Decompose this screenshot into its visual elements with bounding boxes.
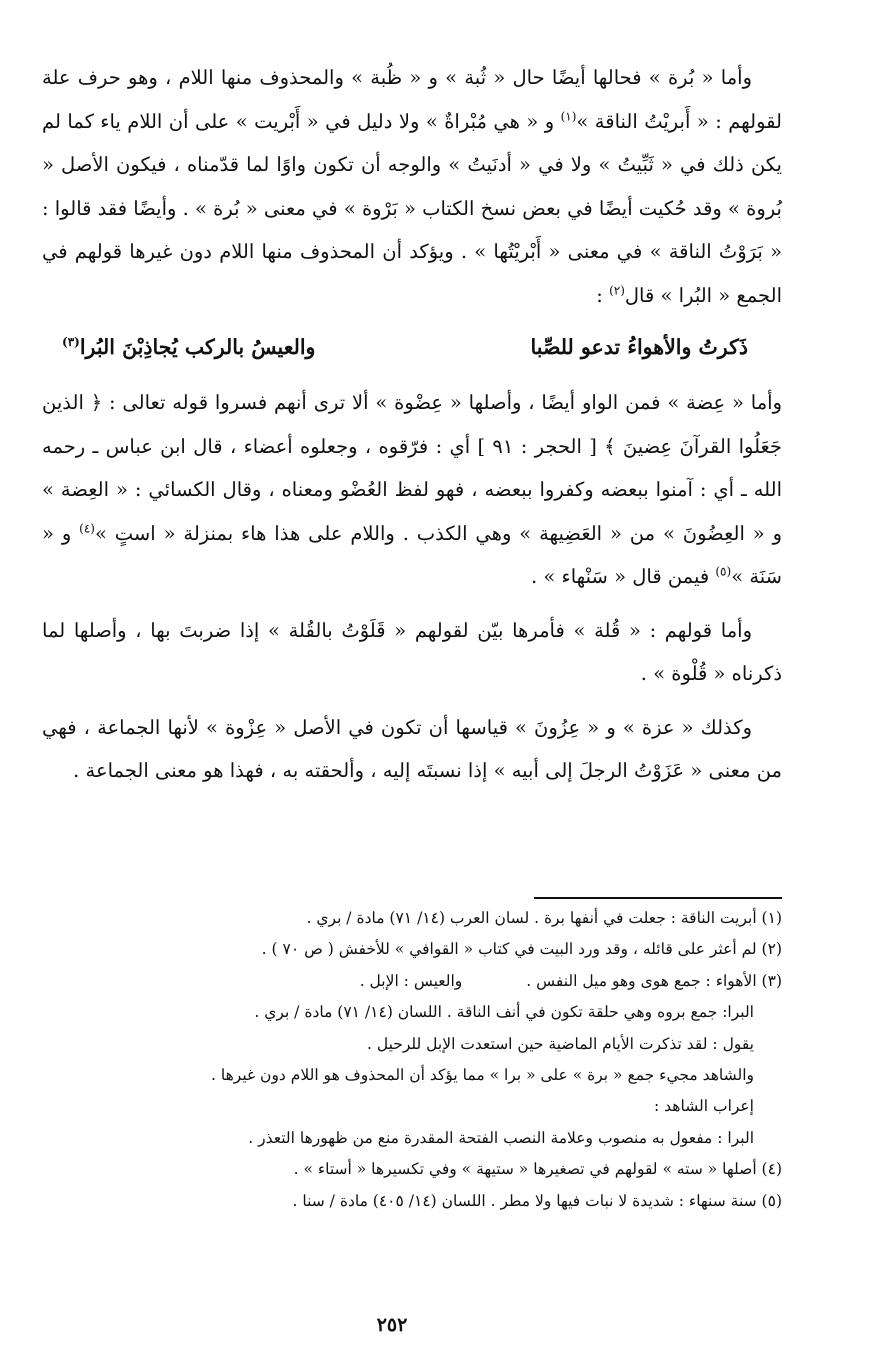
text-segment: فيمن قال « سَنْهاء » . (531, 565, 716, 588)
footnote-text: (٣) الأهواء : جمع هوى وهو ميل النفس . (526, 971, 782, 990)
footnote-text: إعراب الشاهد : (654, 1097, 754, 1116)
text-segment: وكذلك « عزة » و « عِزُونَ » قياسها أن تكون في الأصل « عِزْوة » لأنها الجماعة ، فهي من معنى « عَزَوْتُ الرجلَ إلى أبيه » إذا نسبتَه إليه ، وألحقته به ، فهذا هو معنى الجماعة . (42, 715, 782, 782)
paragraph (42, 706, 782, 793)
main-text (42, 56, 782, 803)
footnote-text: البرا : مفعول به منصوب وعلامة النصب الفتحة المقدرة منع من ظهورها التعذر . (248, 1128, 754, 1147)
footnote-line (70, 1186, 782, 1217)
footnotes (70, 903, 782, 1217)
footnote-separator (534, 897, 782, 899)
footnote-ref: (١) (560, 109, 577, 123)
footnote-line (70, 1029, 782, 1060)
paragraph (42, 609, 782, 696)
text-segment: وأما « عِضة » فمن الواو أيضًا ، وأصلها « عِضْوة » ألا ترى أنهم فسروا قوله تعالى : ﴿ الذين جَعَلُوا القرآنَ عِضينَ ﴾ [ الحجر : ٩١ ] أي : فرّقوه ، وجعلوه أعضاء ، قال ابن عباس ـ رحمه الله ـ أي : آمنوا ببعضه وكفروا ببعضه ، فهو لفظ العُضْو ومعناه ، وقال الكسائي : « العِضة » و « العِضُونَ » من « العَضِيهة » وهي الكذب . واللام على هذا هاء بمنزلة « استٍ » (42, 391, 782, 545)
footnote-ref: (٥) (715, 564, 732, 579)
text-segment: وأما قولهم : « قُلة » فأمرها بيّن لقولهم « قَلَوْتُ بالقُلة » إذا ضربتَ بها ، وأصلها لما ذكرناه « قُلْوة » . (42, 618, 782, 685)
text-segment: و « هي مُبْراةٌ » ولا دليل في « أَبْريت » على أن اللام ياء كما لم يكن ذلك في « ثَبِّيتُ » ولا في « أدنَيتُ » والوجه أن تكون واوًا لما قدّمناه ، فيكون الأصل « بُروة » وقد حُكيت أيضًا في بعض نسخ الكتاب « بَرْوة » في معنى « بُرة » . وأيضًا فقد قالوا : « بَرَوْتُ الناقة » في معنى « أَبْريْتُها » . ويؤكد أن المحذوف منها اللام دون غيرها قولهم في الجمع « البُرا » قال (42, 109, 782, 307)
footnote-text: والشاهد مجيء جمع « برة » على « برا » مما يؤكد أن المحذوف هو اللام دون غيرها . (211, 1066, 754, 1085)
text-segment: : (596, 283, 610, 307)
footnote-text: (١) أبريت الناقة : جعلت في أنفها برة . لسان العرب (١٤/ ٧١) مادة / بري . (306, 909, 782, 927)
footnote-line (70, 1091, 782, 1122)
footnote-text: (٥) سنة سنهاء : شديدة لا نبات فيها ولا مطر . اللسان (١٤/ ٤٠٥) مادة / سنا . (292, 1191, 782, 1210)
footnote-line (70, 1060, 782, 1091)
footnote-ref: (٣) (62, 335, 80, 350)
paragraph (42, 381, 782, 599)
footnote-line (70, 903, 782, 934)
footnote-line (70, 997, 782, 1028)
footnote-text: (٢) لم أعثر على قائله ، وقد ورد البيت في كتاب « القوافي » للأخفش ( ص ٧٠ ) . (261, 940, 782, 959)
footnote-line (70, 966, 782, 997)
verse-second-hemistich: والعيسُ بالركب يُجاذِبْنَ البُرا$^{(٣)}$ (62, 335, 316, 359)
footnote-text: يقول : لقد تذكرت الأيام الماضية حين استعدت الإبل للرحيل . (367, 1034, 754, 1053)
page-number: ٢٥٢ (376, 1314, 408, 1336)
footnote-ref: (٤) (79, 521, 95, 535)
footnote-text-extra: والعيس : الإبل . (359, 971, 463, 990)
footnote-line (70, 1154, 782, 1185)
text-segment: وأما « بُرة » فحالها أيضًا حال « ثُبة » و « ظُبة » والمحذوف منها اللام ، وهو حرف علة لقولهم : « أَبريْتُ الناقة » (42, 66, 782, 133)
poetry-verse (42, 327, 782, 367)
footnote-line (70, 1123, 782, 1154)
text-segment: و « سَنَة » (42, 521, 782, 588)
footnote-text: البرا: جمع بروه وهي حلقة تكون في أنف الناقة . اللسان (١٤/ ٧١) مادة / بري . (254, 1003, 754, 1022)
footnote-ref: (٢) (609, 283, 625, 297)
paragraph (42, 56, 782, 317)
footnote-text: (٤) أصلها « سته » لقولهم في تصغيرها « ستيهة » وفي تكسيرها « أستاء » . (293, 1160, 782, 1179)
footnote-line (70, 934, 782, 965)
verse-first-hemistich: ذَكرتُ والأهواءُ تدعو للصِّبا (530, 335, 748, 359)
